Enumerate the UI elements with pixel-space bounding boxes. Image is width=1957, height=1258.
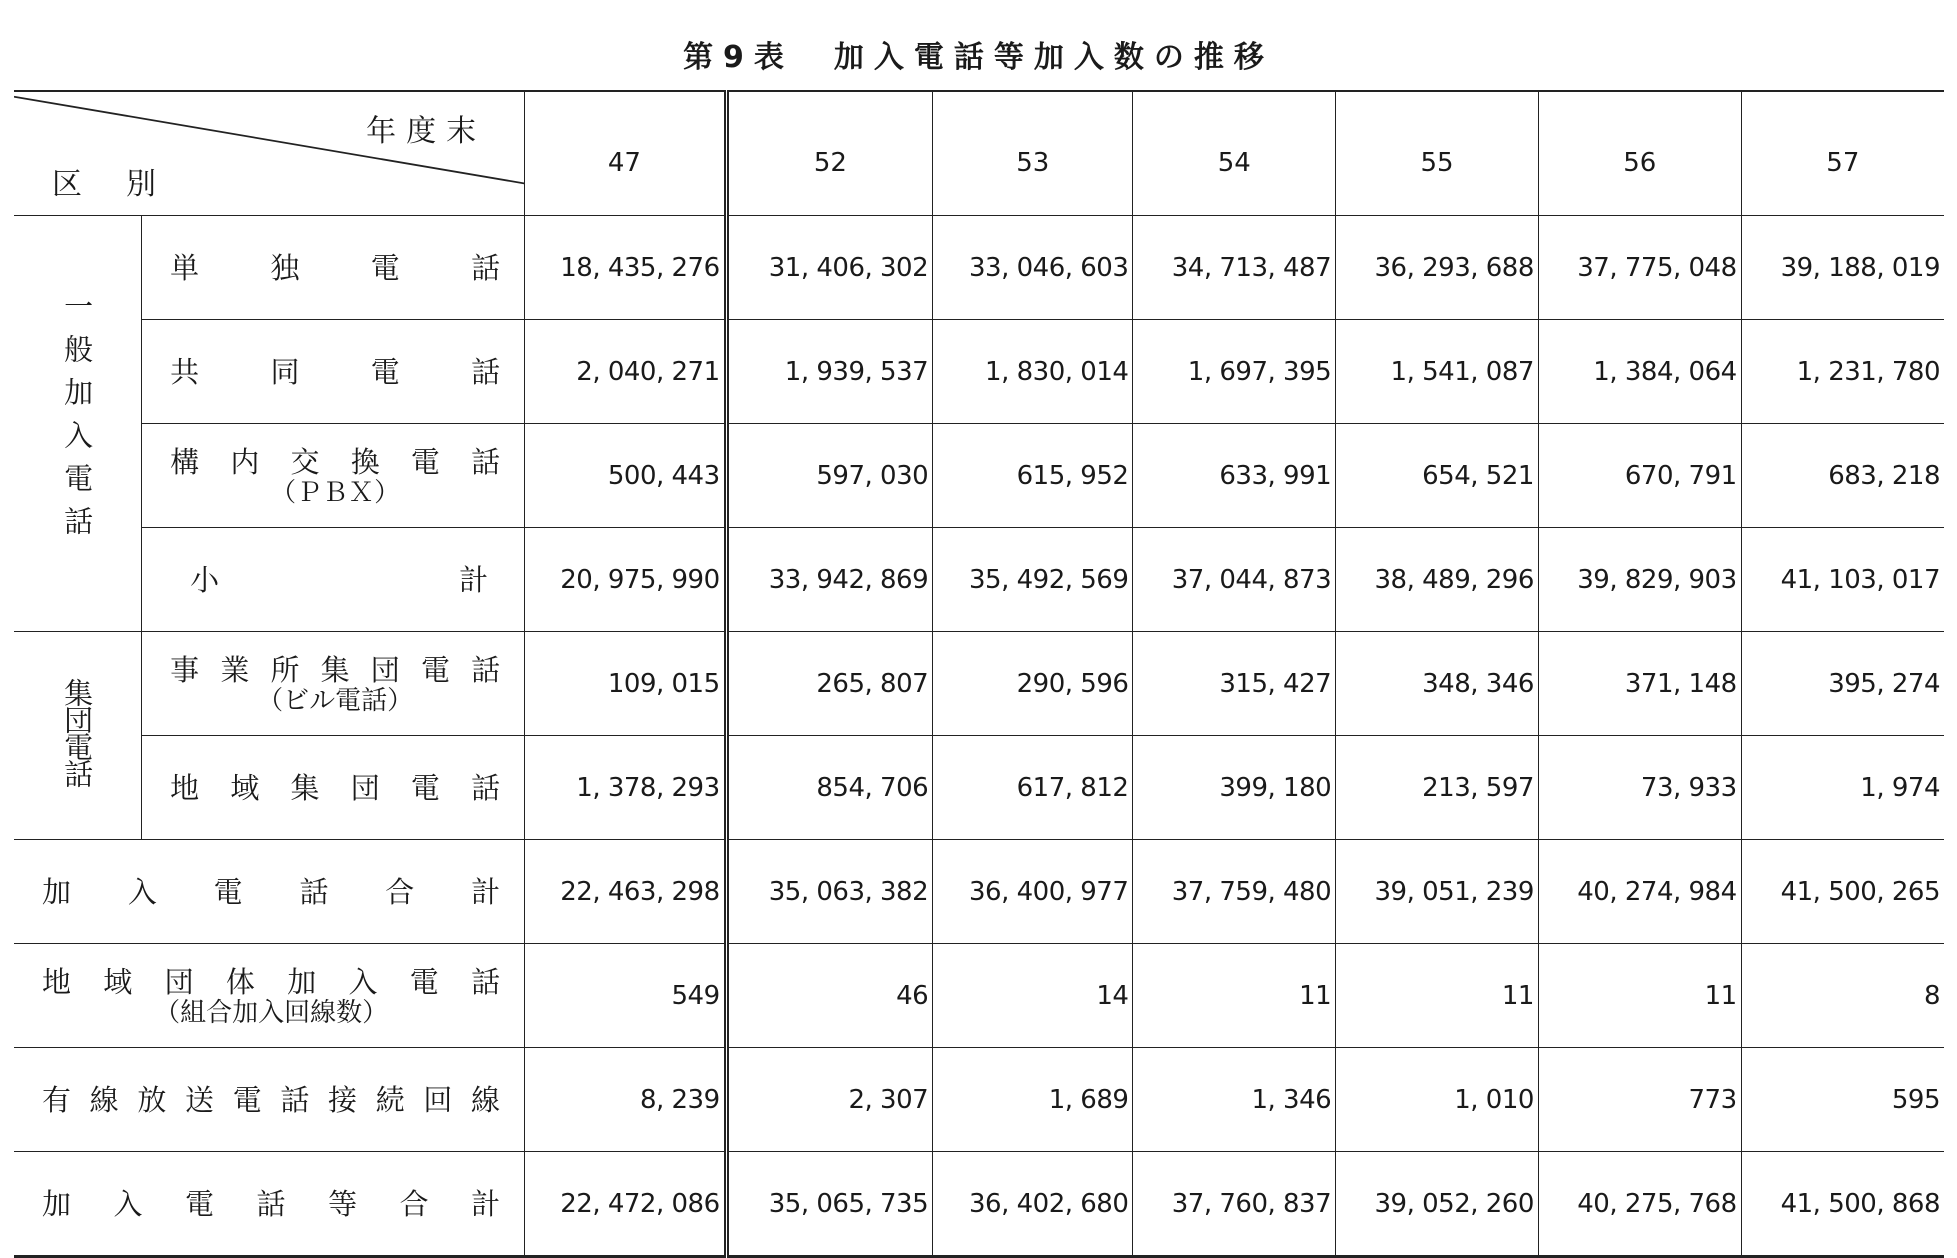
row-label-char: 換 <box>350 444 380 479</box>
corner-category: 区 別 <box>52 167 156 202</box>
row-label-char: 電 <box>410 770 440 805</box>
corner-fiscal-year-end: 年度末 <box>366 114 487 149</box>
value-cell: 41, 500, 868 <box>1741 1152 1944 1257</box>
value-cell: 500, 443 <box>525 424 727 528</box>
value-cell: 39, 052, 260 <box>1336 1152 1539 1257</box>
value-cell: 654, 521 <box>1336 424 1539 528</box>
header-row <box>14 91 1944 216</box>
value-cell: 1, 697, 395 <box>1133 320 1336 424</box>
value-cell: 773 <box>1538 1048 1741 1152</box>
corner-header-cell <box>14 91 525 216</box>
value-cell: 40, 275, 768 <box>1538 1152 1741 1257</box>
table-row <box>14 216 1944 320</box>
row-label-char: 等 <box>328 1186 358 1221</box>
value-cell: 1, 830, 014 <box>933 320 1133 424</box>
row-label-char: 加 <box>42 1186 72 1221</box>
value-cell: 36, 293, 688 <box>1336 216 1539 320</box>
row-label-char: 合 <box>399 1186 429 1221</box>
value-cell: 2, 307 <box>726 1048 933 1152</box>
value-cell: 20, 975, 990 <box>525 528 727 632</box>
value-cell: 38, 489, 296 <box>1336 528 1539 632</box>
value-cell: 1, 689 <box>933 1048 1133 1152</box>
row-label-char: 電 <box>409 964 439 999</box>
value-cell: 37, 759, 480 <box>1133 840 1336 944</box>
row-label <box>142 320 525 424</box>
row-label-char: 入 <box>127 874 157 909</box>
year-header: 56 <box>1538 91 1741 216</box>
value-cell: 34, 713, 487 <box>1133 216 1336 320</box>
value-cell: 33, 046, 603 <box>933 216 1133 320</box>
row-label-char: 内 <box>230 444 260 479</box>
row-label-char: 話 <box>256 1186 286 1221</box>
row-label-char: 送 <box>185 1082 215 1117</box>
value-cell: 1, 939, 537 <box>726 320 933 424</box>
row-label <box>142 216 525 320</box>
row-label-char: 域 <box>103 964 133 999</box>
row-label-char: 計 <box>471 1186 501 1221</box>
value-cell: 31, 406, 302 <box>726 216 933 320</box>
row-sublabel: （ビル電話） <box>257 685 414 716</box>
value-cell: 213, 597 <box>1336 736 1539 840</box>
value-cell: 633, 991 <box>1133 424 1336 528</box>
row-label-char: 電 <box>370 354 400 389</box>
row-label-char: 電 <box>213 874 243 909</box>
value-cell: 37, 044, 873 <box>1133 528 1336 632</box>
row-label-char: 計 <box>471 874 501 909</box>
row-label-char: 回 <box>423 1082 453 1117</box>
value-cell: 14 <box>933 944 1133 1048</box>
value-cell: 315, 427 <box>1133 632 1336 736</box>
value-cell: 41, 500, 265 <box>1741 840 1944 944</box>
value-cell: 22, 472, 086 <box>525 1152 727 1257</box>
row-label-char: 話 <box>471 444 501 479</box>
row-label-char: 集 <box>320 652 350 687</box>
row-sublabel: （ＰＢＸ） <box>270 477 401 508</box>
row-label-char: 団 <box>370 652 400 687</box>
value-cell: 41, 103, 017 <box>1741 528 1944 632</box>
value-cell: 37, 760, 837 <box>1133 1152 1336 1257</box>
value-cell: 1, 010 <box>1336 1048 1539 1152</box>
group-label-group: 集団電話 <box>14 632 142 840</box>
group-label-general: 一般加入電話 <box>14 216 142 632</box>
row-label-char: 構 <box>170 444 200 479</box>
value-cell: 1, 541, 087 <box>1336 320 1539 424</box>
row-label-char: 加 <box>287 964 317 999</box>
value-cell: 371, 148 <box>1538 632 1741 736</box>
value-cell: 109, 015 <box>525 632 727 736</box>
table-row <box>14 528 1944 632</box>
value-cell: 1, 384, 064 <box>1538 320 1741 424</box>
row-label-char: 計 <box>459 562 489 597</box>
table-row <box>14 424 1944 528</box>
row-label-char: 接 <box>328 1082 358 1117</box>
row-label-char: 続 <box>375 1082 405 1117</box>
value-cell: 1, 231, 780 <box>1741 320 1944 424</box>
table-title: 第9表 加入電話等加入数の推移 <box>683 40 1274 75</box>
value-cell: 36, 400, 977 <box>933 840 1133 944</box>
row-label <box>14 1048 525 1152</box>
value-cell: 39, 829, 903 <box>1538 528 1741 632</box>
value-cell: 40, 274, 984 <box>1538 840 1741 944</box>
value-cell: 670, 791 <box>1538 424 1741 528</box>
row-label-char: 電 <box>232 1082 262 1117</box>
row-label-char: 所 <box>270 652 300 687</box>
row-label <box>14 840 525 944</box>
row-label-char: 話 <box>471 652 501 687</box>
row-label-char: 電 <box>370 250 400 285</box>
row-label-char: 加 <box>42 874 72 909</box>
value-cell: 11 <box>1336 944 1539 1048</box>
value-cell: 39, 188, 019 <box>1741 216 1944 320</box>
table-row <box>14 944 1944 1048</box>
value-cell: 1, 974 <box>1741 736 1944 840</box>
value-cell: 595 <box>1741 1048 1944 1152</box>
value-cell: 73, 933 <box>1538 736 1741 840</box>
value-cell: 683, 218 <box>1741 424 1944 528</box>
value-cell: 290, 596 <box>933 632 1133 736</box>
value-cell: 11 <box>1133 944 1336 1048</box>
value-cell: 8, 239 <box>525 1048 727 1152</box>
row-label-char: 電 <box>185 1186 215 1221</box>
value-cell: 35, 492, 569 <box>933 528 1133 632</box>
value-cell: 615, 952 <box>933 424 1133 528</box>
row-label-char: 話 <box>280 1082 310 1117</box>
row-label-char: 線 <box>471 1082 501 1117</box>
row-label-char: 交 <box>290 444 320 479</box>
value-cell: 399, 180 <box>1133 736 1336 840</box>
value-cell: 37, 775, 048 <box>1538 216 1741 320</box>
row-label-char: 小 <box>190 562 220 597</box>
table-row <box>14 632 1944 736</box>
year-header: 52 <box>726 91 933 216</box>
table-row <box>14 736 1944 840</box>
value-cell: 11 <box>1538 944 1741 1048</box>
row-label-char: 団 <box>350 770 380 805</box>
row-label-char: 入 <box>348 964 378 999</box>
row-label-char: 話 <box>299 874 329 909</box>
row-label-char: 同 <box>270 354 300 389</box>
row-label-char: 電 <box>420 652 450 687</box>
value-cell: 36, 402, 680 <box>933 1152 1133 1257</box>
value-cell: 39, 051, 239 <box>1336 840 1539 944</box>
row-label <box>14 944 525 1048</box>
row-label-char: 放 <box>137 1082 167 1117</box>
value-cell: 2, 040, 271 <box>525 320 727 424</box>
row-label-char: 独 <box>270 250 300 285</box>
year-header: 47 <box>525 91 727 216</box>
row-label-char: 集 <box>290 770 320 805</box>
year-header: 57 <box>1741 91 1944 216</box>
row-label-char: 事 <box>170 652 200 687</box>
value-cell: 35, 063, 382 <box>726 840 933 944</box>
value-cell: 8 <box>1741 944 1944 1048</box>
value-cell: 46 <box>726 944 933 1048</box>
row-label-char: 有 <box>42 1082 72 1117</box>
row-label-char: 体 <box>225 964 255 999</box>
row-label-char: 業 <box>220 652 250 687</box>
row-label <box>142 736 525 840</box>
year-header: 55 <box>1336 91 1539 216</box>
value-cell: 348, 346 <box>1336 632 1539 736</box>
row-label-char: 線 <box>89 1082 119 1117</box>
row-label-char: 単 <box>170 250 200 285</box>
row-label-char: 合 <box>385 874 415 909</box>
value-cell: 22, 463, 298 <box>525 840 727 944</box>
row-label-char: 共 <box>170 354 200 389</box>
row-label-char: 地 <box>170 770 200 805</box>
table-row <box>14 840 1944 944</box>
value-cell: 1, 346 <box>1133 1048 1336 1152</box>
year-header: 53 <box>933 91 1133 216</box>
row-label-char: 電 <box>410 444 440 479</box>
row-label-char: 話 <box>471 354 501 389</box>
value-cell: 597, 030 <box>726 424 933 528</box>
value-cell: 854, 706 <box>726 736 933 840</box>
value-cell: 1, 378, 293 <box>525 736 727 840</box>
table-row <box>14 320 1944 424</box>
value-cell: 265, 807 <box>726 632 933 736</box>
value-cell: 35, 065, 735 <box>726 1152 933 1257</box>
row-label-char: 話 <box>471 964 501 999</box>
table-row <box>14 1048 1944 1152</box>
value-cell: 549 <box>525 944 727 1048</box>
row-label-char: 地 <box>42 964 72 999</box>
row-label-char: 話 <box>471 250 501 285</box>
value-cell: 395, 274 <box>1741 632 1944 736</box>
year-header: 54 <box>1133 91 1336 216</box>
row-label <box>142 424 525 528</box>
value-cell: 18, 435, 276 <box>525 216 727 320</box>
value-cell: 33, 942, 869 <box>726 528 933 632</box>
row-label-char: 域 <box>230 770 260 805</box>
row-label-char: 話 <box>471 770 501 805</box>
row-label-char: 団 <box>164 964 194 999</box>
row-label-char: 入 <box>113 1186 143 1221</box>
row-sublabel: （組合加入回線数） <box>154 997 389 1028</box>
value-cell: 617, 812 <box>933 736 1133 840</box>
subscriber-table <box>14 90 1944 1258</box>
row-label <box>142 528 525 632</box>
row-label <box>142 632 525 736</box>
